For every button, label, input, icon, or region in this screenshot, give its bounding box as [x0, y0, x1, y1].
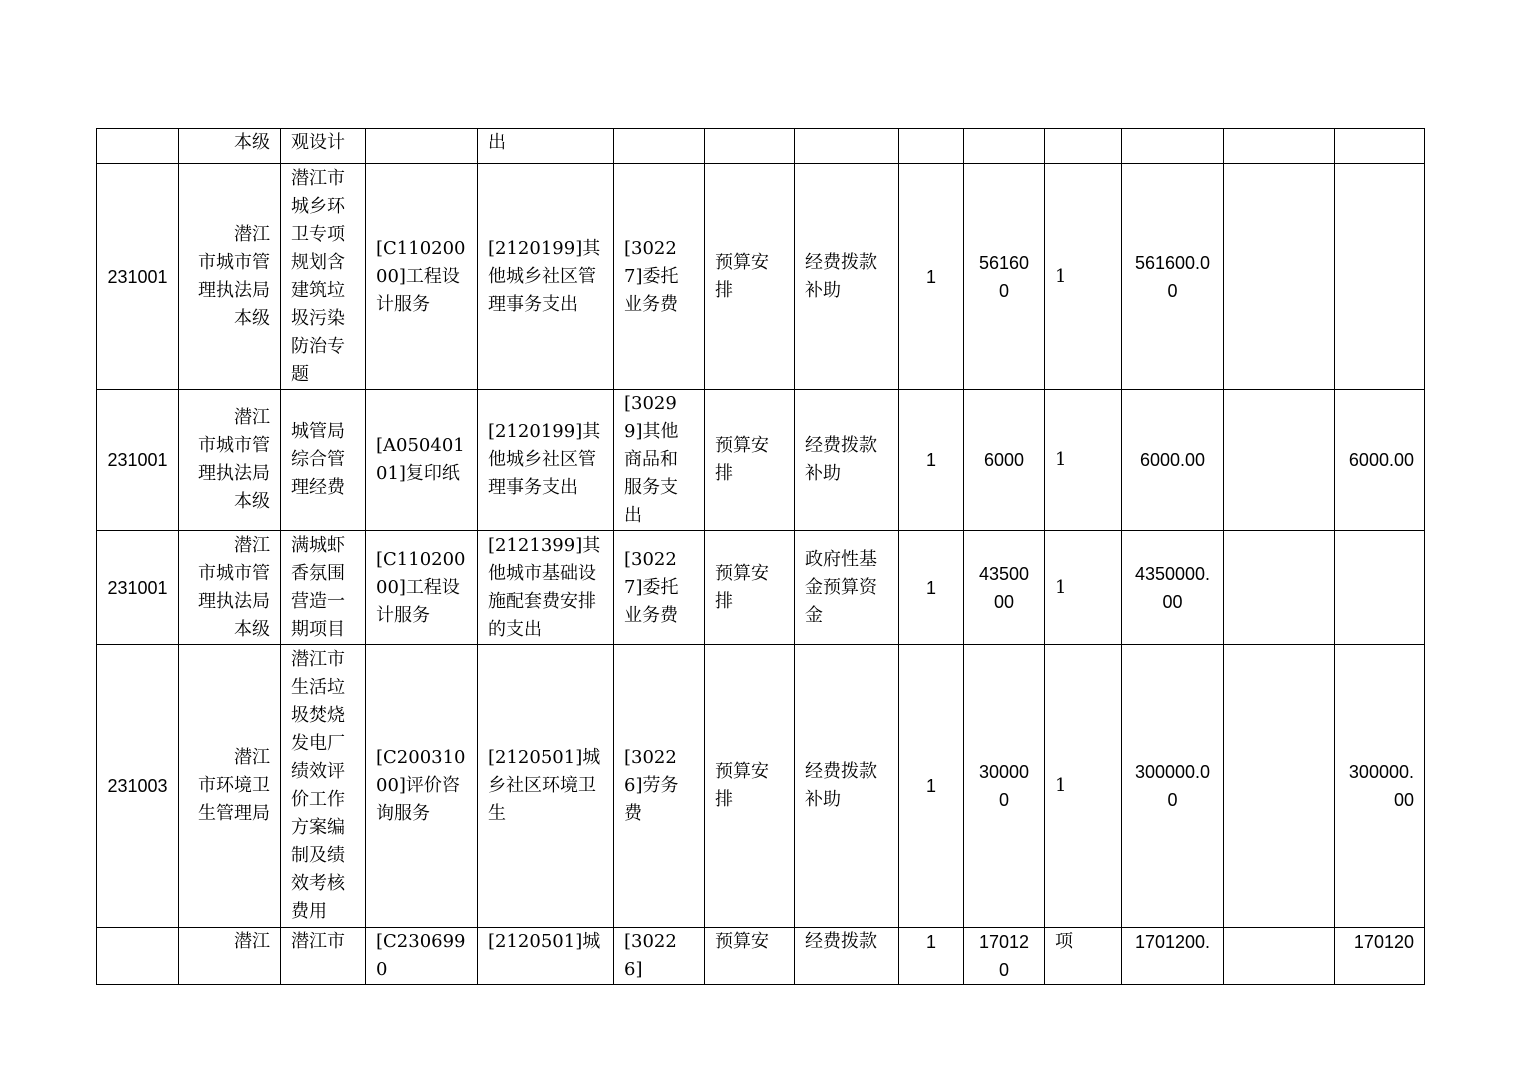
procurement-code-cell: [C20031000]评价咨询服务 — [366, 645, 478, 928]
amount-cell — [964, 129, 1045, 164]
fund-category-cell: 经费拨款 — [795, 928, 899, 985]
economic-class-cell: [30299]其他商品和服务支出 — [614, 390, 705, 531]
procurement-code-cell: [C2306990 — [366, 928, 478, 985]
empty-cell — [1224, 928, 1335, 985]
quantity-cell: 1 — [899, 390, 964, 531]
table-row — [97, 390, 1425, 531]
table-row — [97, 164, 1425, 390]
quantity-cell — [899, 129, 964, 164]
function-class-cell: [2120501]城乡社区环境卫生 — [478, 645, 614, 928]
id-cell — [97, 928, 179, 985]
amount-cell: 561600 — [964, 164, 1045, 390]
subtotal-cell: 300000.00 — [1335, 645, 1425, 928]
total-cell: 1701200. — [1122, 928, 1224, 985]
procurement-code-cell: [C11020000]工程设计服务 — [366, 531, 478, 645]
id-cell — [97, 129, 179, 164]
empty-cell — [1224, 645, 1335, 928]
economic-class-cell — [614, 129, 705, 164]
subtotal-cell — [1335, 129, 1425, 164]
project-name-cell: 满城虾香氛围营造一期项目 — [281, 531, 366, 645]
unit-cell: 潜江 市环境卫生管理局 — [179, 645, 281, 928]
id-cell: 231001 — [97, 390, 179, 531]
procurement-code-cell — [366, 129, 478, 164]
unit-cell: 潜江 市城市管理执法局本级 — [179, 164, 281, 390]
fund-category-cell: 经费拨款补助 — [795, 645, 899, 928]
unit-quantity-cell: 1 — [1045, 390, 1122, 531]
unit-cell: 潜江 市城市管理执法局本级 — [179, 531, 281, 645]
id-cell: 231003 — [97, 645, 179, 928]
subtotal-cell: 170120 — [1335, 928, 1425, 985]
unit-quantity-cell: 1 — [1045, 645, 1122, 928]
total-cell: 561600.00 — [1122, 164, 1224, 390]
unit-cell: 潜江 市城市管理执法局本级 — [179, 390, 281, 531]
subtotal-cell — [1335, 531, 1425, 645]
fund-source-cell — [705, 129, 795, 164]
total-cell: 300000.00 — [1122, 645, 1224, 928]
unit-quantity-cell: 1 — [1045, 164, 1122, 390]
id-cell: 231001 — [97, 164, 179, 390]
fund-category-cell: 经费拨款补助 — [795, 164, 899, 390]
quantity-cell: 1 — [899, 645, 964, 928]
total-cell — [1122, 129, 1224, 164]
unit-quantity-cell: 项 — [1045, 928, 1122, 985]
function-class-cell: [2120199]其他城乡社区管理事务支出 — [478, 390, 614, 531]
economic-class-cell: [30226]劳务费 — [614, 645, 705, 928]
function-class-cell: [2120199]其他城乡社区管理事务支出 — [478, 164, 614, 390]
project-name-cell: 城管局综合管理经费 — [281, 390, 366, 531]
procurement-code-cell: [C11020000]工程设计服务 — [366, 164, 478, 390]
fund-source-cell: 预算安排 — [705, 531, 795, 645]
fund-source-cell: 预算安排 — [705, 645, 795, 928]
project-name-cell: 观设计 — [281, 129, 366, 164]
fund-source-cell: 预算安排 — [705, 390, 795, 531]
amount-cell: 170120 — [964, 928, 1045, 985]
unit-cell: 本级 — [179, 129, 281, 164]
empty-cell — [1224, 390, 1335, 531]
unit-quantity-cell — [1045, 129, 1122, 164]
subtotal-cell — [1335, 164, 1425, 390]
total-cell: 6000.00 — [1122, 390, 1224, 531]
table-row — [97, 129, 1425, 164]
fund-category-cell — [795, 129, 899, 164]
empty-cell — [1224, 129, 1335, 164]
amount-cell: 300000 — [964, 645, 1045, 928]
unit-cell: 潜江 — [179, 928, 281, 985]
empty-cell — [1224, 531, 1335, 645]
fund-source-cell: 预算安 — [705, 928, 795, 985]
unit-quantity-cell: 1 — [1045, 531, 1122, 645]
amount-cell: 6000 — [964, 390, 1045, 531]
budget-table — [96, 128, 1425, 985]
table-row — [97, 645, 1425, 928]
total-cell: 4350000.00 — [1122, 531, 1224, 645]
table-row — [97, 531, 1425, 645]
project-name-cell: 潜江市 — [281, 928, 366, 985]
project-name-cell: 潜江市城乡环卫专项规划含建筑垃圾污染防治专题 — [281, 164, 366, 390]
empty-cell — [1224, 164, 1335, 390]
project-name-cell: 潜江市生活垃圾焚烧发电厂绩效评价工作方案编制及绩效考核费用 — [281, 645, 366, 928]
quantity-cell: 1 — [899, 531, 964, 645]
fund-source-cell: 预算安排 — [705, 164, 795, 390]
function-class-cell: [2120501]城 — [478, 928, 614, 985]
id-cell: 231001 — [97, 531, 179, 645]
economic-class-cell: [30227]委托业务费 — [614, 531, 705, 645]
economic-class-cell: [30226] — [614, 928, 705, 985]
procurement-code-cell: [A05040101]复印纸 — [366, 390, 478, 531]
function-class-cell: 出 — [478, 129, 614, 164]
amount-cell: 4350000 — [964, 531, 1045, 645]
subtotal-cell: 6000.00 — [1335, 390, 1425, 531]
table-row — [97, 928, 1425, 985]
fund-category-cell: 政府性基金预算资金 — [795, 531, 899, 645]
economic-class-cell: [30227]委托业务费 — [614, 164, 705, 390]
function-class-cell: [2121399]其他城市基础设施配套费安排的支出 — [478, 531, 614, 645]
fund-category-cell: 经费拨款补助 — [795, 390, 899, 531]
quantity-cell: 1 — [899, 928, 964, 985]
quantity-cell: 1 — [899, 164, 964, 390]
